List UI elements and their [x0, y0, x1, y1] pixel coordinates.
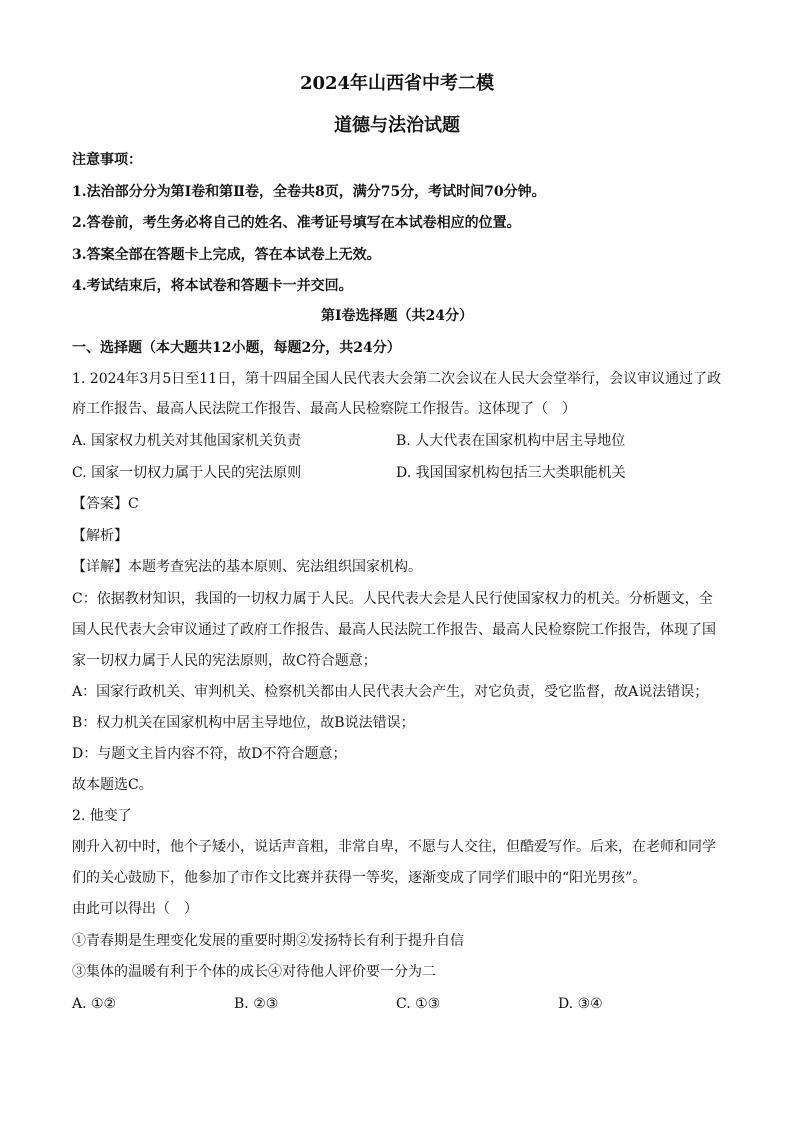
q2-option-c: C. ①③ — [396, 996, 441, 1012]
q1-explain-line: C：依据教材知识，我国的一切权力属于人民。人民代表大会是人民行使国家权力的机关。分析题文，全 — [72, 591, 713, 607]
q2-stem-line: 由此可以得出（ ） — [72, 901, 198, 917]
q2-option-a: A. ①② — [72, 996, 117, 1012]
q2-stem-line: 刚升入初中时，他个子矮小，说话声音粗，非常自卑，不愿与人交往，但酷爱写作。后来，在老师和同学 — [72, 839, 716, 855]
q1-option-b: B. 人大代表在国家机构中居主导地位 — [396, 433, 626, 449]
q1-stem-line: 府工作报告、最高人民法院工作报告、最高人民检察院工作报告。这体现了（ ） — [72, 401, 576, 417]
q1-explain-line: 家一切权力属于人民的宪法原则，故C符合题意； — [72, 653, 377, 669]
q1-explain-line: 故本题选C。 — [72, 777, 153, 793]
q1-explain-line: 国人民代表大会审议通过了政府工作报告、最高人民法院工作报告、最高人民检察院工作报告，体现了国 — [72, 622, 716, 638]
exam-title: 2024年山西省中考二模 — [299, 73, 495, 94]
q1-option-d: D. 我国国家机构包括三大类职能机关 — [396, 465, 626, 481]
q1-option-a: A. 国家权力机关对其他国家机关负责 — [72, 433, 302, 449]
q1-explain-line: A：国家行政机关、审判机关、检察机关都由人民代表大会产生，对它负责，受它监督，故A说法错误； — [72, 684, 709, 700]
notice-item: 3.答案全部在答题卡上完成，答在本试卷上无效。 — [72, 247, 381, 263]
notice-heading: 注意事项： — [72, 152, 142, 168]
q1-detail — [72, 558, 422, 576]
detail-text: 本题考查宪法的基本原则、宪法组织国家机构。 — [128, 559, 422, 575]
answer-label: 【答案】 — [72, 496, 128, 512]
answer-value: C — [128, 496, 139, 512]
q2-stem-line: 们的关心鼓励下，他参加了市作文比赛并获得一等奖，逐渐变成了同学们眼中的“阳光男孩”。 — [72, 870, 647, 886]
section-heading: 一、选择题（本大题共12小题，每题2分，共24分） — [72, 340, 401, 356]
q2-stem-line: ①青春期是生理变化发展的重要时期②发扬特长有利于提升自信 — [72, 933, 464, 949]
q2-option-b: B. ②③ — [234, 996, 279, 1012]
q1-option-c: C. 国家一切权力属于人民的宪法原则 — [72, 465, 302, 481]
part-heading: 第Ⅰ卷选择题（共24分） — [320, 308, 474, 324]
detail-label: 【详解】 — [72, 559, 128, 575]
q1-explain-line: B：权力机关在国家机构中居主导地位，故B说法错误； — [72, 715, 415, 731]
analysis-label: 【解析】 — [72, 528, 128, 544]
exam-subtitle: 道德与法治试题 — [334, 115, 460, 136]
q2-stem-line: ③集体的温暖有利于个体的成长④对待他人评价要一分为二 — [72, 964, 436, 980]
q1-stem-line: 1. 2024年3月5日至11日，第十四届全国人民代表大会第二次会议在人民大会堂举行，会议审议通过了政 — [72, 371, 722, 387]
notice-item: 4.考试结束后，将本试卷和答题卡一并交回。 — [72, 278, 353, 294]
q2-option-d: D. ③④ — [558, 996, 603, 1012]
q1-answer — [72, 495, 139, 513]
notice-item: 2.答卷前，考生务必将自己的姓名、准考证号填写在本试卷相应的位置。 — [72, 215, 521, 231]
q2-title: 2. 他变了 — [72, 808, 132, 824]
notice-item: 1.法治部分分为第Ⅰ卷和第Ⅱ卷，全卷共8页，满分75分，考试时间70分钟。 — [72, 184, 546, 200]
q1-explain-line: D：与题文主旨内容不符，故D不符合题意； — [72, 746, 347, 762]
